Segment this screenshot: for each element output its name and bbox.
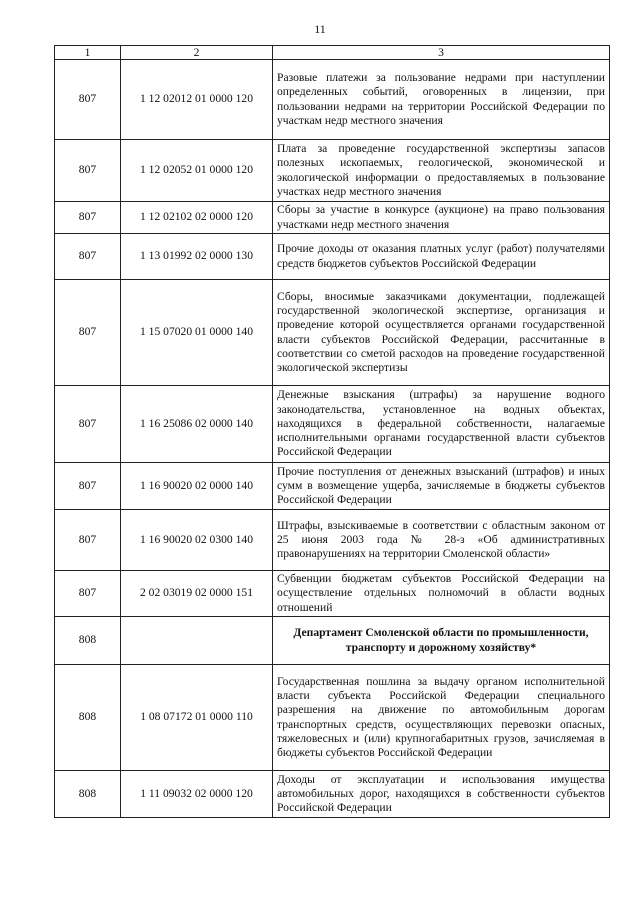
- revenue-code-cell: 1 12 02052 01 0000 120: [121, 140, 273, 202]
- description-cell: Разовые платежи за пользование недрами при наступлении определенных событий, оговоренных в лицензии, при пользовании недрами на территории Российской Федерации по участкам недр местного значения: [273, 60, 610, 140]
- revenue-code-cell: 1 11 09032 02 0000 120: [121, 771, 273, 818]
- admin-code-cell: 807: [55, 571, 121, 617]
- table-row: [55, 386, 610, 463]
- revenue-code-cell: 1 08 07172 01 0000 110: [121, 665, 273, 771]
- table-row: [55, 234, 610, 280]
- description-cell: Денежные взыскания (штрафы) за нарушение водного законодательства, установленное на водных объектах, находящихся в федеральной собственности, налагаемые исполнительными органами государственной власти субъектов Российской Федерации: [273, 386, 610, 463]
- table-row: [55, 665, 610, 771]
- revenue-code-cell: 1 16 90020 02 0300 140: [121, 510, 273, 571]
- revenue-code-cell: 1 16 90020 02 0000 140: [121, 463, 273, 510]
- revenue-code-cell: 1 12 02012 01 0000 120: [121, 60, 273, 140]
- column-header-2: 2: [121, 46, 273, 60]
- description-cell: Сборы за участие в конкурсе (аукционе) на право пользования участками недр местного значения: [273, 202, 610, 234]
- description-cell: Штрафы, взыскиваемые в соответствии с областным законом от 25 июня 2003 года № 28-з «Об административных правонарушениях на территории Смоленской области»: [273, 510, 610, 571]
- table-row: [55, 571, 610, 617]
- table-header-row: [55, 46, 610, 60]
- page-number: 11: [314, 22, 326, 36]
- admin-code-cell: 808: [55, 617, 121, 665]
- revenue-codes-table: [54, 45, 610, 818]
- revenue-code-cell: [121, 617, 273, 665]
- description-cell: Плата за проведение государственной экспертизы запасов полезных ископаемых, геологической, экономической и экологической информации о предоставляемых в пользование участках недр местного значения: [273, 140, 610, 202]
- admin-code-cell: 807: [55, 60, 121, 140]
- description-cell: Государственная пошлина за выдачу органом исполнительной власти субъекта Российской Федерации специального разрешения на движение по автомобильным дорогам транспортных средств, осуществляющих перевозки опасных, тяжеловесных и (или) крупногабаритных грузов, зачисляемая в бюджеты субъектов Российской Федерации: [273, 665, 610, 771]
- column-header-1: 1: [55, 46, 121, 60]
- admin-code-cell: 807: [55, 202, 121, 234]
- department-row: [55, 617, 610, 665]
- revenue-code-cell: 1 13 01992 02 0000 130: [121, 234, 273, 280]
- description-cell: Субвенции бюджетам субъектов Российской Федерации на осуществление отдельных полномочий в области водных отношений: [273, 571, 610, 617]
- table-row: [55, 202, 610, 234]
- admin-code-cell: 807: [55, 140, 121, 202]
- description-cell: Прочие поступления от денежных взысканий (штрафов) и иных сумм в возмещение ущерба, зачисляемые в бюджеты субъектов Российской Федерации: [273, 463, 610, 510]
- admin-code-cell: 807: [55, 510, 121, 571]
- revenue-code-cell: 1 16 25086 02 0000 140: [121, 386, 273, 463]
- table-row: [55, 140, 610, 202]
- admin-code-cell: 807: [55, 234, 121, 280]
- table-row: [55, 280, 610, 386]
- revenue-code-cell: 2 02 03019 02 0000 151: [121, 571, 273, 617]
- department-title: Департамент Смоленской области по промышленности, транспорту и дорожному хозяйству*: [273, 617, 610, 665]
- description-cell: Доходы от эксплуатации и использования имущества автомобильных дорог, находящихся в собственности субъектов Российской Федерации: [273, 771, 610, 818]
- column-header-3: 3: [273, 46, 610, 60]
- admin-code-cell: 807: [55, 386, 121, 463]
- table-row: [55, 771, 610, 818]
- description-cell: Сборы, вносимые заказчиками документации, подлежащей государственной экологической экспертизе, организация и проведение которой осуществляется органами государственной власти субъектов Российской Федерации, рассчитанные в соответствии со сметой расходов на проведение государственной экологической экспертизы: [273, 280, 610, 386]
- table-row: [55, 60, 610, 140]
- description-cell: Прочие доходы от оказания платных услуг (работ) получателями средств бюджетов субъектов Российской Федерации: [273, 234, 610, 280]
- admin-code-cell: 808: [55, 771, 121, 818]
- revenue-code-cell: 1 15 07020 01 0000 140: [121, 280, 273, 386]
- table-row: [55, 510, 610, 571]
- revenue-code-cell: 1 12 02102 02 0000 120: [121, 202, 273, 234]
- admin-code-cell: 807: [55, 463, 121, 510]
- admin-code-cell: 807: [55, 280, 121, 386]
- table-row: [55, 463, 610, 510]
- admin-code-cell: 808: [55, 665, 121, 771]
